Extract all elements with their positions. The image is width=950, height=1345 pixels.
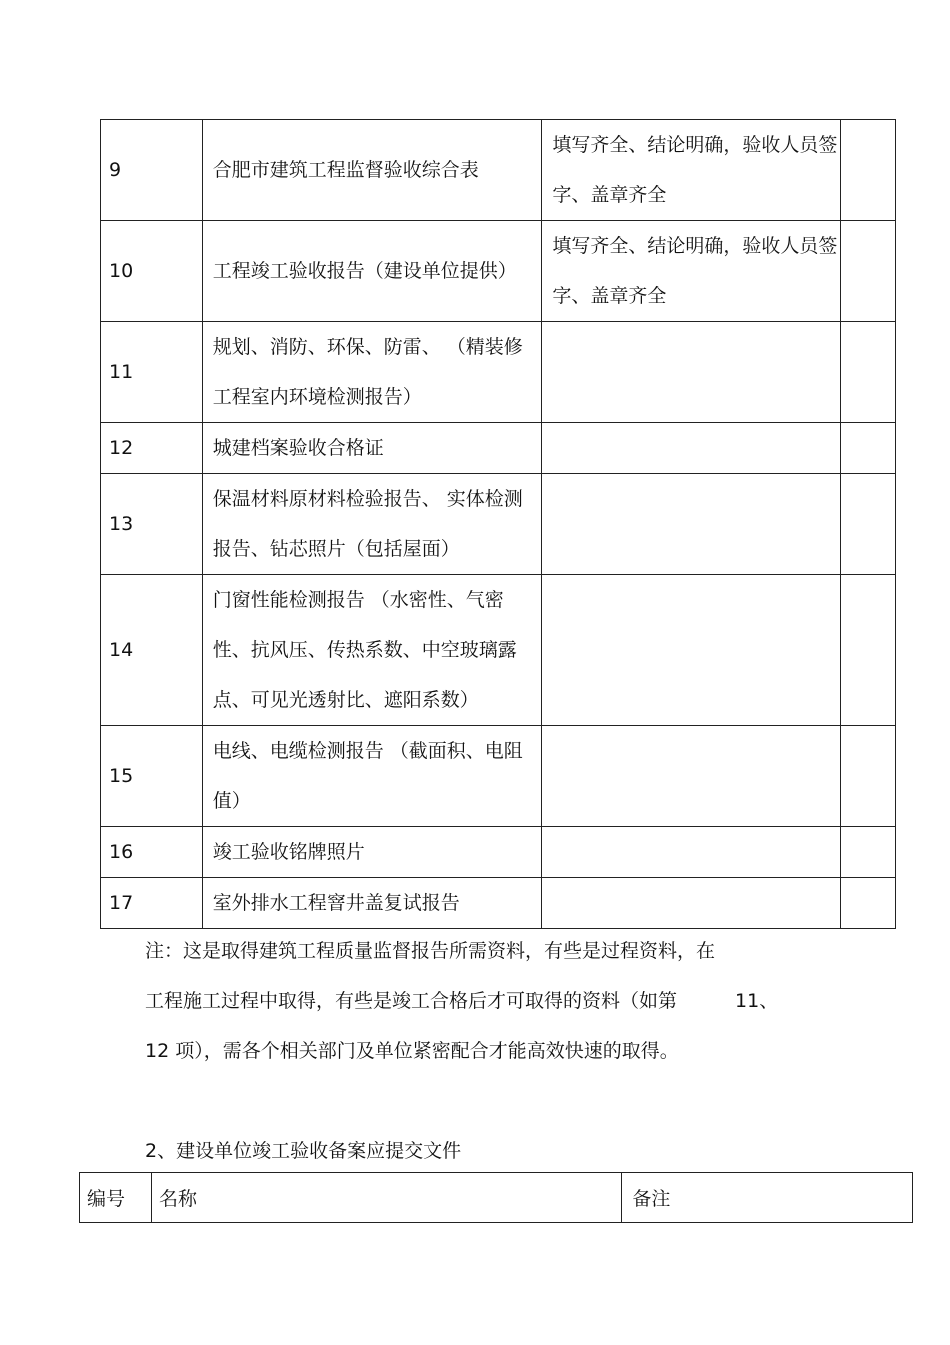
note-line-2-text: 工程施工过程中取得，有些是竣工合格后才可取得的资料（如第 [145, 990, 678, 1012]
row-item-name: 室外排水工程窨井盖复试报告 [202, 878, 542, 929]
row-requirement [542, 322, 840, 423]
row-item-name: 工程竣工验收报告（建设单位提供） [202, 221, 542, 322]
note-line-1: 注：这是取得建筑工程质量监督报告所需资料，有些是过程资料，在 [145, 940, 716, 962]
row-number: 10 [101, 221, 203, 322]
row-extra-cell [840, 575, 895, 726]
row-extra-cell [840, 322, 895, 423]
table-row [101, 726, 896, 827]
row-item-name: 合肥市建筑工程监督验收综合表 [202, 120, 542, 221]
row-item-name: 城建档案验收合格证 [202, 423, 542, 474]
table-row [101, 474, 896, 575]
row-number: 12 [101, 423, 203, 474]
table-row [101, 827, 896, 878]
materials-table [100, 119, 896, 929]
header-number: 编号 [80, 1173, 152, 1223]
section-2-title: 2、建设单位竣工验收备案应提交文件 [145, 1140, 462, 1162]
row-extra-cell [840, 474, 895, 575]
row-requirement [542, 423, 840, 474]
note-line-2 [145, 986, 778, 1013]
row-requirement [542, 474, 840, 575]
table-row [101, 120, 896, 221]
table-row [101, 221, 896, 322]
row-number: 11 [101, 322, 203, 423]
table-row [101, 322, 896, 423]
header-remarks: 备注 [622, 1173, 913, 1223]
row-number: 13 [101, 474, 203, 575]
row-item-name: 保温材料原材料检验报告、 实体检测报告、钻芯照片（包括屋面） [202, 474, 542, 575]
row-extra-cell [840, 726, 895, 827]
row-number: 14 [101, 575, 203, 726]
row-item-name: 竣工验收铭牌照片 [202, 827, 542, 878]
row-extra-cell [840, 221, 895, 322]
row-requirement [542, 575, 840, 726]
row-number: 15 [101, 726, 203, 827]
row-requirement [542, 878, 840, 929]
row-extra-cell [840, 120, 895, 221]
row-item-name: 门窗性能检测报告 （水密性、气密性、抗风压、传热系数、中空玻璃露点、可见光透射比、遮阳系数） [202, 575, 542, 726]
filing-documents-table [79, 1172, 913, 1223]
header-name: 名称 [151, 1173, 621, 1223]
row-number: 16 [101, 827, 203, 878]
table-row [101, 423, 896, 474]
row-number: 9 [101, 120, 203, 221]
note-line-2-item: 11、 [735, 990, 779, 1012]
table-row [101, 878, 896, 929]
row-extra-cell [840, 423, 895, 474]
row-requirement [542, 827, 840, 878]
table-row [101, 575, 896, 726]
row-requirement: 填写齐全、结论明确，验收人员签字、盖章齐全 [542, 221, 840, 322]
row-requirement [542, 726, 840, 827]
row-requirement: 填写齐全、结论明确，验收人员签字、盖章齐全 [542, 120, 840, 221]
row-extra-cell [840, 878, 895, 929]
row-extra-cell [840, 827, 895, 878]
row-item-name: 规划、消防、环保、防雷、 （精装修工程室内环境检测报告） [202, 322, 542, 423]
row-number: 17 [101, 878, 203, 929]
row-item-name: 电线、电缆检测报告 （截面积、电阻值） [202, 726, 542, 827]
note-line-3: 12 项），需各个相关部门及单位紧密配合才能高效快速的取得。 [145, 1040, 679, 1062]
table-header-row [80, 1173, 913, 1223]
